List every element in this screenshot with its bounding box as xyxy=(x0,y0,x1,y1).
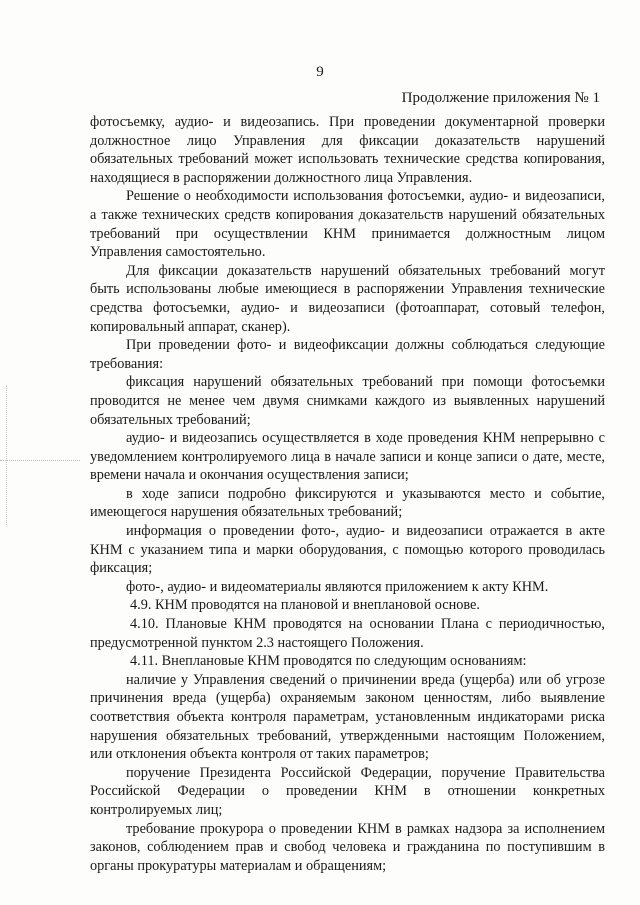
scan-edge-mark xyxy=(0,460,80,461)
page-number: 9 xyxy=(316,64,324,80)
list-item: в ходе записи подробно фиксируются и указываются место и событие, имеющегося нарушения обязательных требований; xyxy=(90,485,605,521)
scan-edge-mark-vertical xyxy=(6,385,7,525)
list-item: поручение Президента Российской Федерации, поручение Правительства Российской Федерации о проведении КНМ в отношении конкретных контролируемых лиц; xyxy=(90,764,605,818)
list-item: аудио- и видеозапись осуществляется в ходе проведения КНМ непрерывно с уведомлением контролируемого лица в начале записи и конце записи о дате, месте, времени начала и окончания осуществления записи; xyxy=(90,430,605,484)
list-item: информация о проведении фото-, аудио- и видеозаписи отражается в акте КНМ с указанием типа и марки оборудования, с помощью которого проводилась фиксация; xyxy=(90,523,605,577)
document-body xyxy=(90,113,605,875)
appendix-header: Продолжение приложения № 1 xyxy=(401,90,600,106)
paragraph: Для фиксации доказательств нарушений обязательных требований могут быть использованы любые имеющиеся в распоряжении Управления технические средства фотосъемки, аудио- и видеозаписи (фотоаппарат, сотовый телефон, копировальный аппарат, сканер). xyxy=(90,262,605,335)
list-item: фото-, аудио- и видеоматериалы являются приложением к акту КНМ. xyxy=(126,578,549,595)
paragraph: фотосъемку, аудио- и видеозапись. При проведении документарной проверки должностное лицо Управления для фиксации доказательств нарушений обязательных требований может использовать технические средства копирования, находящиеся в распоряжении должностного лица Управления. xyxy=(90,114,605,186)
list-item: наличие у Управления сведений о причинении вреда (ущерба) или об угрозе причинения вреда (ущерба) охраняемым законом ценностям, либо выявление соответствия объекта контроля параметрам, установленным индикаторами риска нарушения обязательных требований, утвержденными настоящим Положением, или отклонения объекта контроля от таких параметров; xyxy=(90,671,605,763)
list-item: требование прокурора о проведении КНМ в рамках надзора за исполнением законов, соблюдением прав и свобод человека и гражданина по поступившим в органы прокуратуры материалам и обращениям; xyxy=(90,820,605,874)
section-item: 4.11. Внеплановые КНМ проводятся по следующим основаниям: xyxy=(130,653,527,670)
section-item: 4.10. Плановые КНМ проводятся на основании Плана с периодичностью, предусмотренной пунктом 2.3 настоящего Положения. xyxy=(90,616,605,651)
section-item: 4.9. КНМ проводятся на плановой и внеплановой основе. xyxy=(130,597,480,614)
list-item: фиксация нарушений обязательных требований при помощи фотосъемки проводится не менее чем двумя снимками каждого из выявленных нарушений обязательных требований; xyxy=(90,374,605,428)
paragraph: Решение о необходимости использования фотосъемки, аудио- и видеозаписи, а также технических средств копирования доказательств нарушений обязательных требований при осуществлении КНМ принимается должностным лицом Управления самостоятельно. xyxy=(90,188,605,261)
paragraph: При проведении фото- и видеофиксации должны соблюдаться следующие требования: xyxy=(90,337,605,372)
